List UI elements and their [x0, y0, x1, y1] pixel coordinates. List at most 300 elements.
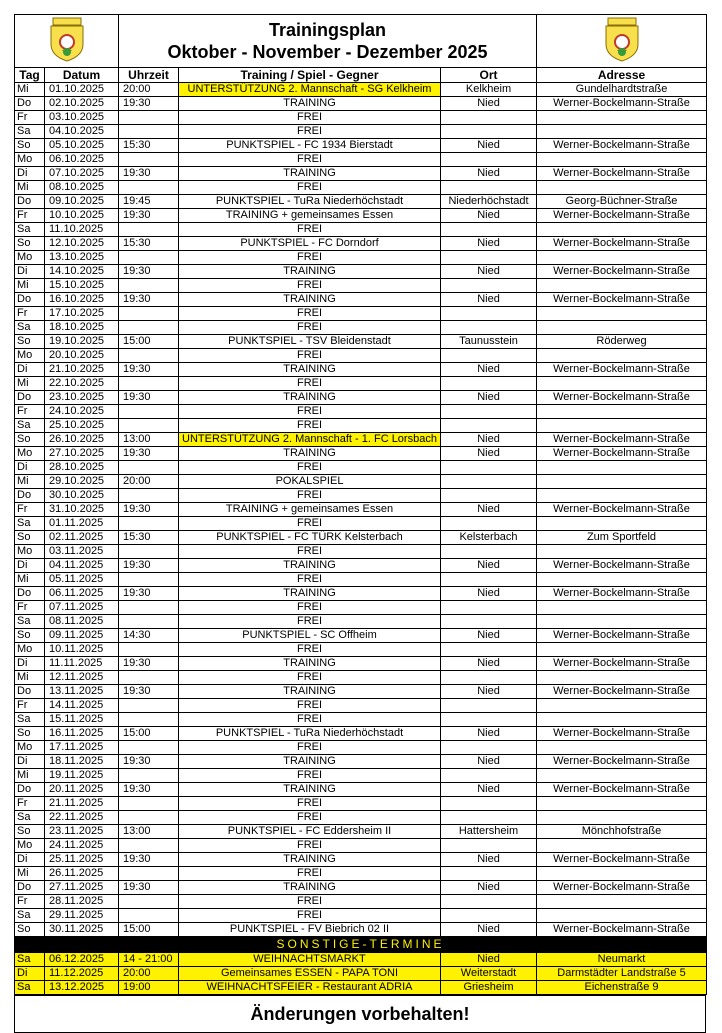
cell-adresse [537, 811, 707, 825]
cell-datum: 25.11.2025 [45, 853, 119, 867]
schedule-row [15, 181, 707, 195]
cell-datum: 04.10.2025 [45, 125, 119, 139]
cell-zeit [119, 769, 179, 783]
cell-tag: So [15, 629, 45, 643]
club-logo-left [15, 15, 119, 68]
cell-tag: So [15, 923, 45, 937]
cell-adresse: Werner-Bockelmann-Straße [537, 237, 707, 251]
cell-datum: 05.11.2025 [45, 573, 119, 587]
cell-training: FREI [179, 125, 441, 139]
cell-zeit: 19:30 [119, 293, 179, 307]
extra-event-row [15, 967, 707, 981]
cell-datum: 15.11.2025 [45, 713, 119, 727]
cell-zeit [119, 671, 179, 685]
cell-ort: Nied [441, 265, 537, 279]
cell-training: FREI [179, 181, 441, 195]
cell-adresse [537, 461, 707, 475]
cell-zeit: 19:30 [119, 503, 179, 517]
cell-training: TRAINING [179, 559, 441, 573]
cell-datum: 22.10.2025 [45, 377, 119, 391]
cell-zeit: 15:00 [119, 727, 179, 741]
cell-training: FREI [179, 601, 441, 615]
cell-adresse [537, 573, 707, 587]
cell-datum: 09.10.2025 [45, 195, 119, 209]
cell-ort: Nied [441, 237, 537, 251]
extra-event-row [15, 953, 707, 967]
cell-adresse [537, 349, 707, 363]
schedule-row [15, 853, 707, 867]
cell-adresse [537, 489, 707, 503]
cell-zeit [119, 307, 179, 321]
cell-datum: 12.10.2025 [45, 237, 119, 251]
schedule-row [15, 237, 707, 251]
cell-training: FREI [179, 307, 441, 321]
cell-tag: Fr [15, 601, 45, 615]
schedule-row [15, 153, 707, 167]
cell-ort: Nied [441, 139, 537, 153]
cell-ort [441, 895, 537, 909]
column-header-ort: Ort [441, 68, 537, 83]
cell-training: FREI [179, 615, 441, 629]
cell-datum: 09.11.2025 [45, 629, 119, 643]
footer-text: Änderungen vorbehalten! [250, 1004, 470, 1024]
cell-training: TRAINING [179, 881, 441, 895]
cell-adresse: Werner-Bockelmann-Straße [537, 167, 707, 181]
cell-datum: 18.11.2025 [45, 755, 119, 769]
cell-adresse [537, 223, 707, 237]
cell-adresse [537, 839, 707, 853]
cell-zeit [119, 321, 179, 335]
cell-adresse: Georg-Büchner-Straße [537, 195, 707, 209]
cell-training: TRAINING [179, 587, 441, 601]
cell-zeit: 19:45 [119, 195, 179, 209]
cell-ort [441, 909, 537, 923]
cell-datum: 13.10.2025 [45, 251, 119, 265]
section-row [15, 937, 707, 953]
cell-tag: Mo [15, 839, 45, 853]
cell-ort [441, 475, 537, 489]
schedule-row [15, 265, 707, 279]
cell-zeit [119, 223, 179, 237]
cell-training: PUNKTSPIEL - FC TÜRK Kelsterbach [179, 531, 441, 545]
cell-datum: 06.12.2025 [45, 953, 119, 967]
cell-tag: Do [15, 293, 45, 307]
cell-training: TRAINING [179, 685, 441, 699]
cell-tag: So [15, 237, 45, 251]
schedule-row [15, 825, 707, 839]
cell-tag: Sa [15, 419, 45, 433]
cell-training: PUNKTSPIEL - FC Eddersheim II [179, 825, 441, 839]
column-header-row [15, 68, 707, 83]
cell-ort: Nied [441, 167, 537, 181]
schedule-row [15, 727, 707, 741]
cell-tag: Mo [15, 741, 45, 755]
cell-adresse: Werner-Bockelmann-Straße [537, 503, 707, 517]
schedule-row [15, 895, 707, 909]
cell-tag: So [15, 727, 45, 741]
cell-adresse [537, 909, 707, 923]
cell-tag: Sa [15, 223, 45, 237]
cell-zeit [119, 713, 179, 727]
cell-tag: So [15, 531, 45, 545]
cell-ort [441, 489, 537, 503]
schedule-row [15, 391, 707, 405]
cell-ort: Nied [441, 447, 537, 461]
cell-zeit [119, 909, 179, 923]
cell-tag: Mi [15, 573, 45, 587]
cell-training: PUNKTSPIEL - TSV Bleidenstadt [179, 335, 441, 349]
cell-datum: 20.11.2025 [45, 783, 119, 797]
column-header-uhrzeit: Uhrzeit [119, 68, 179, 83]
cell-training: PUNKTSPIEL - SC Offheim [179, 629, 441, 643]
cell-ort [441, 349, 537, 363]
schedule-row [15, 349, 707, 363]
club-logo-right [537, 15, 707, 68]
cell-training: FREI [179, 699, 441, 713]
cell-ort: Nied [441, 685, 537, 699]
cell-datum: 19.11.2025 [45, 769, 119, 783]
cell-datum: 31.10.2025 [45, 503, 119, 517]
schedule-row [15, 685, 707, 699]
cell-tag: Mi [15, 867, 45, 881]
schedule-row [15, 797, 707, 811]
cell-training: FREI [179, 489, 441, 503]
cell-datum: 24.10.2025 [45, 405, 119, 419]
cell-ort [441, 517, 537, 531]
cell-datum: 11.10.2025 [45, 223, 119, 237]
cell-tag: Sa [15, 517, 45, 531]
cell-datum: 11.12.2025 [45, 967, 119, 981]
schedule-row [15, 531, 707, 545]
cell-tag: Di [15, 363, 45, 377]
cell-zeit: 19:00 [119, 981, 179, 995]
cell-training: FREI [179, 573, 441, 587]
cell-adresse: Werner-Bockelmann-Straße [537, 783, 707, 797]
cell-adresse: Werner-Bockelmann-Straße [537, 587, 707, 601]
cell-training: PUNKTSPIEL - TuRa Niederhöchstadt [179, 727, 441, 741]
cell-ort: Nied [441, 755, 537, 769]
cell-datum: 06.11.2025 [45, 587, 119, 601]
cell-ort [441, 419, 537, 433]
cell-adresse: Mönchhofstraße [537, 825, 707, 839]
schedule-row [15, 783, 707, 797]
cell-tag: Sa [15, 713, 45, 727]
cell-tag: Do [15, 391, 45, 405]
schedule-row [15, 741, 707, 755]
cell-ort [441, 643, 537, 657]
cell-training: TRAINING [179, 391, 441, 405]
cell-adresse [537, 307, 707, 321]
club-crest-icon [47, 16, 87, 62]
schedule-row [15, 699, 707, 713]
cell-datum: 08.10.2025 [45, 181, 119, 195]
cell-training: TRAINING [179, 293, 441, 307]
cell-datum: 18.10.2025 [45, 321, 119, 335]
cell-adresse: Werner-Bockelmann-Straße [537, 97, 707, 111]
cell-datum: 21.11.2025 [45, 797, 119, 811]
cell-zeit: 20:00 [119, 83, 179, 97]
schedule-row [15, 587, 707, 601]
cell-ort [441, 671, 537, 685]
cell-adresse [537, 867, 707, 881]
cell-ort [441, 111, 537, 125]
cell-zeit [119, 615, 179, 629]
cell-training: WEIHNACHTSMARKT [179, 953, 441, 967]
cell-datum: 03.11.2025 [45, 545, 119, 559]
cell-adresse: Werner-Bockelmann-Straße [537, 265, 707, 279]
cell-adresse [537, 419, 707, 433]
cell-training: TRAINING [179, 755, 441, 769]
cell-datum: 08.11.2025 [45, 615, 119, 629]
cell-tag: Sa [15, 811, 45, 825]
cell-zeit [119, 405, 179, 419]
cell-adresse: Neumarkt [537, 953, 707, 967]
schedule-row [15, 881, 707, 895]
schedule-table [14, 14, 707, 995]
cell-datum: 14.11.2025 [45, 699, 119, 713]
cell-training: FREI [179, 867, 441, 881]
cell-ort [441, 797, 537, 811]
cell-training: FREI [179, 671, 441, 685]
cell-tag: Sa [15, 321, 45, 335]
cell-zeit [119, 111, 179, 125]
cell-ort [441, 615, 537, 629]
cell-datum: 17.10.2025 [45, 307, 119, 321]
cell-tag: Di [15, 167, 45, 181]
cell-ort [441, 741, 537, 755]
cell-ort [441, 699, 537, 713]
cell-zeit [119, 181, 179, 195]
cell-training: POKALSPIEL [179, 475, 441, 489]
cell-ort: Nied [441, 953, 537, 967]
cell-tag: Do [15, 195, 45, 209]
cell-ort: Nied [441, 727, 537, 741]
cell-zeit: 19:30 [119, 755, 179, 769]
cell-training: FREI [179, 251, 441, 265]
cell-zeit [119, 741, 179, 755]
cell-zeit [119, 153, 179, 167]
cell-zeit [119, 349, 179, 363]
cell-zeit [119, 601, 179, 615]
cell-datum: 02.11.2025 [45, 531, 119, 545]
club-crest-icon [602, 16, 642, 62]
cell-zeit [119, 489, 179, 503]
cell-datum: 21.10.2025 [45, 363, 119, 377]
schedule-row [15, 923, 707, 937]
cell-tag: Mi [15, 671, 45, 685]
cell-training: FREI [179, 797, 441, 811]
cell-ort: Nied [441, 293, 537, 307]
cell-zeit: 14:30 [119, 629, 179, 643]
cell-tag: Di [15, 853, 45, 867]
schedule-row [15, 839, 707, 853]
cell-adresse [537, 769, 707, 783]
cell-training: FREI [179, 839, 441, 853]
cell-ort [441, 713, 537, 727]
cell-ort [441, 545, 537, 559]
cell-ort: Nied [441, 923, 537, 937]
cell-zeit [119, 643, 179, 657]
cell-training: FREI [179, 811, 441, 825]
cell-datum: 16.11.2025 [45, 727, 119, 741]
cell-ort: Nied [441, 363, 537, 377]
cell-ort: Kelsterbach [441, 531, 537, 545]
schedule-row [15, 251, 707, 265]
cell-adresse [537, 895, 707, 909]
cell-datum: 10.10.2025 [45, 209, 119, 223]
cell-datum: 29.10.2025 [45, 475, 119, 489]
cell-training: Gemeinsames ESSEN - PAPA TONI [179, 967, 441, 981]
cell-training: PUNKTSPIEL - FC 1934 Bierstadt [179, 139, 441, 153]
cell-zeit [119, 811, 179, 825]
cell-adresse [537, 741, 707, 755]
cell-zeit: 20:00 [119, 475, 179, 489]
cell-training: FREI [179, 713, 441, 727]
cell-datum: 12.11.2025 [45, 671, 119, 685]
cell-tag: Do [15, 685, 45, 699]
cell-ort: Griesheim [441, 981, 537, 995]
cell-training: TRAINING + gemeinsames Essen [179, 209, 441, 223]
cell-zeit: 19:30 [119, 265, 179, 279]
cell-adresse: Röderweg [537, 335, 707, 349]
schedule-row [15, 461, 707, 475]
cell-tag: Mi [15, 377, 45, 391]
cell-adresse: Werner-Bockelmann-Straße [537, 853, 707, 867]
cell-ort [441, 223, 537, 237]
cell-datum: 14.10.2025 [45, 265, 119, 279]
cell-datum: 25.10.2025 [45, 419, 119, 433]
cell-tag: Mo [15, 349, 45, 363]
cell-ort [441, 377, 537, 391]
cell-adresse [537, 517, 707, 531]
cell-tag: Mi [15, 279, 45, 293]
schedule-row [15, 811, 707, 825]
schedule-row [15, 335, 707, 349]
cell-adresse [537, 699, 707, 713]
cell-zeit: 19:30 [119, 209, 179, 223]
cell-ort [441, 181, 537, 195]
cell-zeit: 19:30 [119, 657, 179, 671]
cell-ort [441, 811, 537, 825]
cell-adresse [537, 713, 707, 727]
cell-adresse [537, 377, 707, 391]
cell-ort: Niederhöchstadt [441, 195, 537, 209]
cell-adresse [537, 643, 707, 657]
schedule-row [15, 279, 707, 293]
cell-adresse: Werner-Bockelmann-Straße [537, 209, 707, 223]
cell-tag: Mi [15, 475, 45, 489]
cell-training: FREI [179, 153, 441, 167]
cell-tag: Di [15, 967, 45, 981]
cell-adresse: Werner-Bockelmann-Straße [537, 447, 707, 461]
cell-tag: Fr [15, 111, 45, 125]
cell-zeit [119, 419, 179, 433]
cell-adresse: Werner-Bockelmann-Straße [537, 363, 707, 377]
cell-zeit: 19:30 [119, 559, 179, 573]
cell-datum: 17.11.2025 [45, 741, 119, 755]
schedule-row [15, 111, 707, 125]
cell-tag: Mi [15, 83, 45, 97]
schedule-row [15, 83, 707, 97]
cell-adresse: Darmstädter Landstraße 5 [537, 967, 707, 981]
schedule-row [15, 363, 707, 377]
cell-training: TRAINING [179, 97, 441, 111]
cell-adresse [537, 601, 707, 615]
cell-ort: Nied [441, 783, 537, 797]
schedule-row [15, 769, 707, 783]
cell-datum: 29.11.2025 [45, 909, 119, 923]
cell-datum: 07.10.2025 [45, 167, 119, 181]
cell-tag: Di [15, 657, 45, 671]
cell-adresse [537, 545, 707, 559]
cell-adresse: Zum Sportfeld [537, 531, 707, 545]
schedule-row [15, 559, 707, 573]
cell-zeit [119, 699, 179, 713]
extra-event-row [15, 981, 707, 995]
schedule-row [15, 615, 707, 629]
cell-adresse: Werner-Bockelmann-Straße [537, 685, 707, 699]
cell-zeit: 15:30 [119, 237, 179, 251]
cell-tag: Mo [15, 643, 45, 657]
cell-zeit: 19:30 [119, 783, 179, 797]
cell-training: FREI [179, 461, 441, 475]
cell-adresse: Werner-Bockelmann-Straße [537, 293, 707, 307]
cell-ort: Nied [441, 503, 537, 517]
cell-zeit: 15:00 [119, 335, 179, 349]
cell-ort [441, 769, 537, 783]
cell-adresse: Werner-Bockelmann-Straße [537, 727, 707, 741]
cell-zeit: 19:30 [119, 853, 179, 867]
cell-training: FREI [179, 223, 441, 237]
schedule-row [15, 209, 707, 223]
cell-tag: Do [15, 489, 45, 503]
cell-datum: 23.10.2025 [45, 391, 119, 405]
cell-ort [441, 307, 537, 321]
cell-datum: 27.10.2025 [45, 447, 119, 461]
cell-training: UNTERSTÜTZUNG 2. Mannschaft - SG Kelkheim [179, 83, 441, 97]
cell-zeit: 15:30 [119, 531, 179, 545]
cell-training: FREI [179, 419, 441, 433]
cell-adresse: Werner-Bockelmann-Straße [537, 139, 707, 153]
cell-training: TRAINING [179, 853, 441, 867]
cell-zeit [119, 461, 179, 475]
cell-ort [441, 405, 537, 419]
cell-tag: Do [15, 97, 45, 111]
cell-tag: So [15, 825, 45, 839]
schedule-row [15, 503, 707, 517]
cell-ort: Nied [441, 391, 537, 405]
page-subtitle: Oktober - November - Dezember 2025 [167, 42, 488, 62]
cell-adresse [537, 671, 707, 685]
cell-adresse: Eichenstraße 9 [537, 981, 707, 995]
schedule-row [15, 195, 707, 209]
cell-zeit: 19:30 [119, 447, 179, 461]
cell-training: TRAINING [179, 657, 441, 671]
cell-training: FREI [179, 517, 441, 531]
cell-ort [441, 461, 537, 475]
cell-zeit [119, 377, 179, 391]
cell-adresse [537, 797, 707, 811]
column-header-tag: Tag [15, 68, 45, 83]
cell-training: FREI [179, 643, 441, 657]
cell-datum: 01.11.2025 [45, 517, 119, 531]
schedule-row [15, 671, 707, 685]
cell-tag: Do [15, 881, 45, 895]
cell-adresse: Werner-Bockelmann-Straße [537, 657, 707, 671]
cell-datum: 04.11.2025 [45, 559, 119, 573]
cell-zeit: 19:30 [119, 685, 179, 699]
cell-zeit: 13:00 [119, 433, 179, 447]
